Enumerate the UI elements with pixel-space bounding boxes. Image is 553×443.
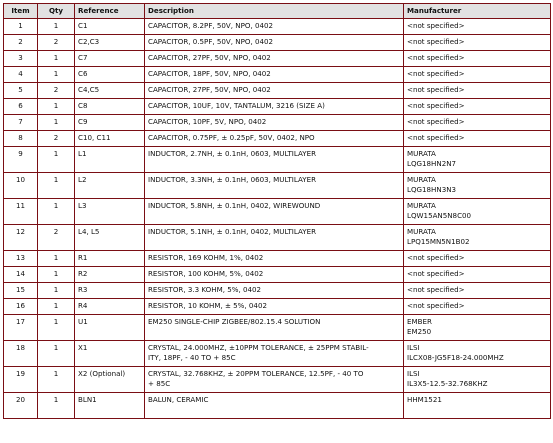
cell-description: CAPACITOR, 0.75PF, ± 0.25pF, 50V, 0402, NPO <box>145 131 404 147</box>
table-row <box>4 115 551 131</box>
cell-manufacturer: HHM1521 <box>404 393 551 419</box>
cell-description: CAPACITOR, 27PF, 50V, NPO, 0402 <box>145 51 404 67</box>
table-row <box>4 315 551 341</box>
cell-reference: C1 <box>75 19 145 35</box>
cell-reference: U1 <box>75 315 145 341</box>
cell-reference: L1 <box>75 147 145 173</box>
bill-of-materials-table <box>3 3 551 419</box>
cell-reference: C8 <box>75 99 145 115</box>
bom-table-container <box>3 3 550 440</box>
cell-manufacturer: <not specified> <box>404 67 551 83</box>
cell-qty: 1 <box>38 267 75 283</box>
cell-reference: X2 (Optional) <box>75 367 145 393</box>
cell-item: 10 <box>4 173 38 199</box>
cell-item: 3 <box>4 51 38 67</box>
table-row <box>4 299 551 315</box>
cell-item: 9 <box>4 147 38 173</box>
cell-description: INDUCTOR, 5.1NH, ± 0.1nH, 0402, MULTILAYER <box>145 225 404 251</box>
cell-manufacturer: <not specified> <box>404 115 551 131</box>
cell-reference: C7 <box>75 51 145 67</box>
cell-qty: 2 <box>38 35 75 51</box>
cell-description: BALUN, CERAMIC <box>145 393 404 419</box>
cell-description: CAPACITOR, 8.2PF, 50V, NPO, 0402 <box>145 19 404 35</box>
cell-qty: 2 <box>38 131 75 147</box>
cell-manufacturer: ILSI ILCX08-JG5F18-24.000MHZ <box>404 341 551 367</box>
cell-qty: 1 <box>38 393 75 419</box>
cell-reference: L4, L5 <box>75 225 145 251</box>
cell-manufacturer: <not specified> <box>404 251 551 267</box>
cell-item: 18 <box>4 341 38 367</box>
cell-item: 12 <box>4 225 38 251</box>
cell-description: RESISTOR, 100 KOHM, 5%, 0402 <box>145 267 404 283</box>
cell-qty: 1 <box>38 99 75 115</box>
cell-reference: C9 <box>75 115 145 131</box>
cell-description: RESISTOR, 10 KOHM, ± 5%, 0402 <box>145 299 404 315</box>
cell-description: CRYSTAL, 32.768KHZ, ± 20PPM TOLERANCE, 12.5PF, - 40 TO + 85C <box>145 367 404 393</box>
cell-qty: 1 <box>38 67 75 83</box>
cell-reference: R2 <box>75 267 145 283</box>
cell-qty: 1 <box>38 199 75 225</box>
cell-manufacturer: EMBER EM250 <box>404 315 551 341</box>
cell-manufacturer: <not specified> <box>404 299 551 315</box>
cell-description: INDUCTOR, 3.3NH, ± 0.1nH, 0603, MULTILAYER <box>145 173 404 199</box>
cell-item: 20 <box>4 393 38 419</box>
cell-reference: BLN1 <box>75 393 145 419</box>
table-row <box>4 83 551 99</box>
table-row <box>4 341 551 367</box>
cell-item: 15 <box>4 283 38 299</box>
cell-item: 2 <box>4 35 38 51</box>
table-row <box>4 51 551 67</box>
cell-manufacturer: <not specified> <box>404 19 551 35</box>
cell-qty: 1 <box>38 283 75 299</box>
header-reference: Reference <box>75 4 145 19</box>
cell-manufacturer: MURATA LPQ15MN5N1B02 <box>404 225 551 251</box>
cell-description: INDUCTOR, 5.8NH, ± 0.1nH, 0402, WIREWOUND <box>145 199 404 225</box>
cell-qty: 1 <box>38 173 75 199</box>
cell-qty: 1 <box>38 115 75 131</box>
cell-description: CRYSTAL, 24.000MHZ, ±10PPM TOLERANCE, ± 25PPM STABIL- ITY, 18PF, - 40 TO + 85C <box>145 341 404 367</box>
cell-qty: 1 <box>38 51 75 67</box>
cell-description: RESISTOR, 169 KOHM, 1%, 0402 <box>145 251 404 267</box>
cell-description: CAPACITOR, 10PF, 5V, NPO, 0402 <box>145 115 404 131</box>
cell-description: INDUCTOR, 2.7NH, ± 0.1nH, 0603, MULTILAYER <box>145 147 404 173</box>
header-item: Item <box>4 4 38 19</box>
table-row <box>4 131 551 147</box>
table-row <box>4 251 551 267</box>
cell-manufacturer: <not specified> <box>404 83 551 99</box>
cell-item: 14 <box>4 267 38 283</box>
cell-description: RESISTOR, 3.3 KOHM, 5%, 0402 <box>145 283 404 299</box>
table-row <box>4 173 551 199</box>
cell-reference: X1 <box>75 341 145 367</box>
header-row <box>4 4 551 19</box>
cell-manufacturer: <not specified> <box>404 131 551 147</box>
cell-manufacturer: <not specified> <box>404 35 551 51</box>
cell-item: 6 <box>4 99 38 115</box>
cell-description: CAPACITOR, 0.5PF, 50V, NPO, 0402 <box>145 35 404 51</box>
cell-item: 13 <box>4 251 38 267</box>
cell-reference: R3 <box>75 283 145 299</box>
cell-item: 17 <box>4 315 38 341</box>
cell-reference: C4,C5 <box>75 83 145 99</box>
cell-item: 16 <box>4 299 38 315</box>
cell-manufacturer: <not specified> <box>404 267 551 283</box>
table-row <box>4 19 551 35</box>
cell-item: 7 <box>4 115 38 131</box>
cell-reference: R4 <box>75 299 145 315</box>
table-row <box>4 225 551 251</box>
cell-qty: 1 <box>38 251 75 267</box>
cell-description: CAPACITOR, 10UF, 10V, TANTALUM, 3216 (SIZE A) <box>145 99 404 115</box>
cell-manufacturer: ILSI IL3X5-12.5-32.768KHZ <box>404 367 551 393</box>
table-row <box>4 267 551 283</box>
cell-reference: C6 <box>75 67 145 83</box>
cell-item: 11 <box>4 199 38 225</box>
cell-item: 8 <box>4 131 38 147</box>
table-row <box>4 35 551 51</box>
cell-item: 4 <box>4 67 38 83</box>
cell-item: 19 <box>4 367 38 393</box>
cell-description: CAPACITOR, 18PF, 50V, NPO, 0402 <box>145 67 404 83</box>
table-body <box>4 19 551 419</box>
cell-qty: 2 <box>38 225 75 251</box>
cell-manufacturer: MURATA LQG18HN2N7 <box>404 147 551 173</box>
cell-qty: 1 <box>38 341 75 367</box>
cell-item: 5 <box>4 83 38 99</box>
table-row <box>4 283 551 299</box>
cell-manufacturer: MURATA LQW15AN5N8C00 <box>404 199 551 225</box>
header-manufacturer: Manufacturer <box>404 4 551 19</box>
cell-qty: 1 <box>38 299 75 315</box>
cell-manufacturer: <not specified> <box>404 51 551 67</box>
header-qty: Qty <box>38 4 75 19</box>
table-row <box>4 367 551 393</box>
table-row <box>4 147 551 173</box>
cell-qty: 1 <box>38 315 75 341</box>
cell-qty: 1 <box>38 367 75 393</box>
cell-qty: 1 <box>38 19 75 35</box>
cell-manufacturer: MURATA LQG18HN3N3 <box>404 173 551 199</box>
cell-reference: L3 <box>75 199 145 225</box>
cell-manufacturer: <not specified> <box>404 283 551 299</box>
table-row <box>4 99 551 115</box>
cell-reference: R1 <box>75 251 145 267</box>
table-row <box>4 393 551 419</box>
cell-reference: L2 <box>75 173 145 199</box>
header-description: Description <box>145 4 404 19</box>
cell-description: CAPACITOR, 27PF, 50V, NPO, 0402 <box>145 83 404 99</box>
cell-manufacturer: <not specified> <box>404 99 551 115</box>
table-row <box>4 67 551 83</box>
cell-qty: 1 <box>38 147 75 173</box>
cell-qty: 2 <box>38 83 75 99</box>
table-row <box>4 199 551 225</box>
cell-reference: C2,C3 <box>75 35 145 51</box>
cell-description: EM250 SINGLE-CHIP ZIGBEE/802.15.4 SOLUTION <box>145 315 404 341</box>
cell-item: 1 <box>4 19 38 35</box>
cell-reference: C10, C11 <box>75 131 145 147</box>
